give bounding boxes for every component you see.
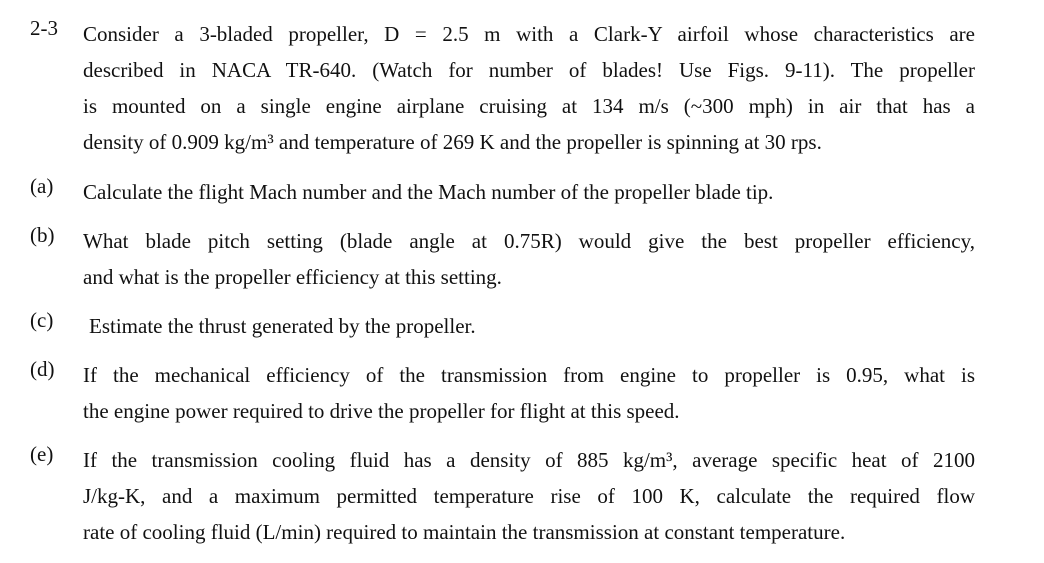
- part-b-label: (b): [30, 223, 55, 247]
- statement-line-1: Consider a 3-bladed propeller, D = 2.5 m with a Clark-Y airfoil whose characteristics are: [83, 22, 975, 46]
- part-c-label: (c): [30, 308, 54, 332]
- part-e-line-1: If the transmission cooling fluid has a density of 885 kg/m³, average specific heat of 2100: [83, 448, 975, 472]
- statement-line-4: density of 0.909 kg/m³ and temperature of 269 K and the propeller is spinning at 30 rps.: [83, 130, 822, 154]
- part-e-line-2: J/kg-K, and a maximum permitted temperature rise of 100 K, calculate the required flow: [83, 484, 975, 508]
- problem-statement-body: [83, 16, 975, 160]
- part-b-body: [83, 223, 975, 295]
- statement-line-3: is mounted on a single engine airplane cruising at 134 m/s (~300 mph) in air that has a: [83, 94, 975, 118]
- part-a-body: [83, 174, 975, 210]
- part-c-line-1: Estimate the thrust generated by the propeller.: [89, 314, 476, 338]
- part-d-body: [83, 357, 975, 429]
- statement-line-2: described in NACA TR-640. (Watch for number of blades! Use Figs. 9-11). The propeller: [83, 58, 975, 82]
- part-b-line-1: What blade pitch setting (blade angle at 0.75R) would give the best propeller efficiency,: [83, 229, 975, 253]
- part-b-line-2: and what is the propeller efficiency at this setting.: [83, 265, 502, 289]
- part-a-label: (a): [30, 174, 54, 198]
- part-d-line-2: the engine power required to drive the propeller for flight at this speed.: [83, 399, 680, 423]
- part-e-body: [83, 442, 975, 550]
- problem-number: 2-3: [30, 16, 58, 40]
- part-a-line-1: Calculate the flight Mach number and the Mach number of the propeller blade tip.: [83, 180, 774, 204]
- part-e-line-3: rate of cooling fluid (L/min) required to maintain the transmission at constant temperature.: [83, 520, 846, 544]
- part-c-body: [89, 308, 981, 344]
- part-e-label: (e): [30, 442, 54, 466]
- part-d-label: (d): [30, 357, 55, 381]
- part-d-line-1: If the mechanical efficiency of the transmission from engine to propeller is 0.95, what is: [83, 363, 975, 387]
